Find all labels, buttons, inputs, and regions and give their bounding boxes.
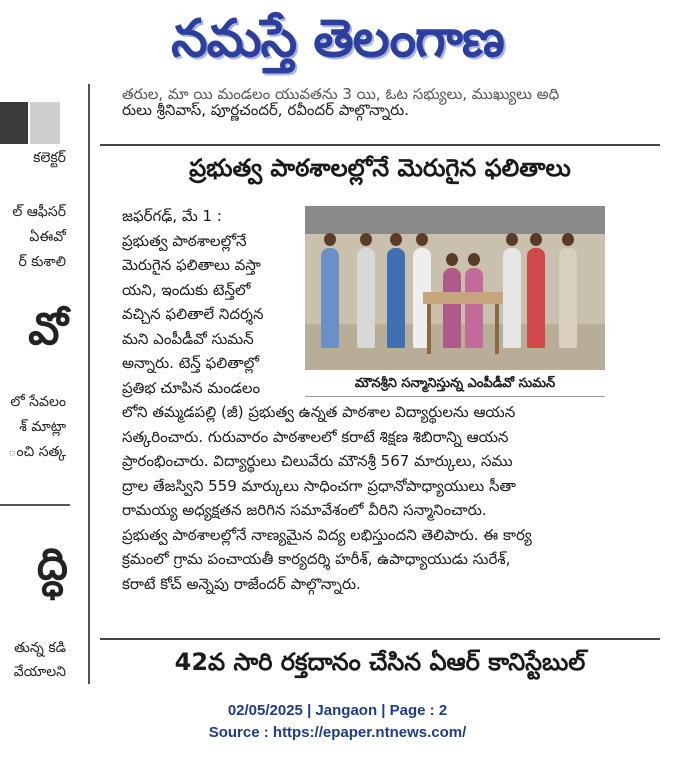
article-line: ప్రభుత్వ పాఠశాలల్లోనే (122, 231, 247, 250)
masthead (0, 0, 675, 80)
left-column-fragment (0, 84, 70, 684)
article-lead (122, 204, 292, 400)
fragment-text: కలెక్టర్ (33, 150, 66, 166)
article-line: అన్నారు. టెన్త్ ఫలితాల్లో (122, 354, 260, 372)
article-line: యని, ఇందుకు టెన్త్‌లో (122, 280, 251, 299)
article-line: వచ్చిన ఫలితాలే నిదర్శన (122, 305, 264, 323)
article-photo (305, 206, 605, 370)
table-shape (423, 292, 503, 304)
article-line: కరాటే కోచ్ అన్నెపు రాజేందర్ పాల్గొన్నారు. (122, 574, 361, 593)
story-separator (100, 144, 660, 146)
fragment-text: వేయాలని (13, 664, 66, 680)
next-story-headline: 42వ సారి రక్తదానం చేసిన ఏఆర్ కానిస్టేబుల్ (174, 648, 586, 676)
person-figure (357, 248, 375, 348)
photo-fragment (0, 102, 28, 144)
footer-source-link[interactable]: Source : https://epaper.ntnews.com/ (208, 724, 467, 741)
article-line: మని ఎంపీడీవో సుమన్ (122, 329, 254, 348)
person-figure (465, 268, 483, 348)
column-divider (0, 504, 70, 506)
article-line: ప్రతిభ చూపిన మండలం (122, 378, 261, 397)
fragment-text: శ్ మాట్లా (19, 419, 66, 435)
newspaper-clipping (0, 84, 662, 684)
fragment-headline: వో (28, 304, 68, 355)
article-line: క్రమంలో గ్రామ పంచాయతీ కార్యదర్శి హరీశ్, ఉపాధ్యాయుడు సురేశ్, (122, 550, 511, 568)
article-column (100, 84, 660, 684)
article-line: రామయ్య అధ్యక్షతన జరిగిన సమావేశంలో వీరిని సన్మానించారు. (122, 501, 487, 519)
article-line: మెరుగైన ఫలితాలు వస్తా (122, 256, 261, 274)
article-line: సత్కరించారు. గురువారం పాఠశాలలో కరాటే శిక్షణ శిబిరాన్ని ఆయన (122, 427, 509, 446)
fragment-text: ఏఈవో (29, 229, 66, 245)
fragment-text: ంచి సత్క (8, 444, 66, 460)
previous-story-last-line: రులు శ్రీనివాస్, పూర్ణచందర్, రవీందర్ పాల్గొన్నారు. (122, 101, 409, 119)
newspaper-logo: నమస్తే తెలంగాణ (171, 9, 504, 69)
fragment-text: తున్న కడి (14, 640, 66, 656)
article-line: ద్రాల తేజస్విని 559 మార్కులు సాధించగా ప్రధానోపాధ్యాయులు సీతా (122, 476, 516, 495)
story-separator (100, 638, 660, 640)
fragment-text: ల్ ఆఫీసర్ (12, 204, 66, 220)
source-footer (0, 700, 675, 744)
article-line: ప్రారంభించారు. విద్యార్థులు చిలువేరు మౌనశ్రీ 567 మార్కులు, సము (122, 452, 513, 470)
article-line: లోని తమ్మడపల్లి (జీ) ప్రభుత్వ ఉన్నత పాఠశాల విద్యార్థులను ఆయన (122, 403, 516, 421)
person-figure (527, 248, 545, 348)
previous-story-cut-line: తరుల, మా యి మండలం యువతను 3 యి, ఓట సభ్యులు, ముఖ్యులు అధి (122, 85, 560, 103)
fragment-text: ర్ కుశాలి (18, 254, 66, 270)
column-rule (88, 84, 90, 684)
person-figure (387, 248, 405, 348)
person-figure (503, 248, 521, 348)
dateline: జఫర్‌గఢ్, మే 1 : (122, 207, 222, 225)
photo-caption: మౌనశ్రీని సన్మానిస్తున్న ఎంపీడీవో సుమన్ (305, 372, 605, 397)
person-figure (321, 248, 339, 348)
photo-fragment-light (30, 102, 60, 144)
article-body (122, 400, 662, 596)
fragment-headline: ద్ధి (36, 539, 68, 590)
article-line: ప్రభుత్వ పాఠశాలల్లోనే నాణ్యమైన విద్య లభిస్తుందని తెలిపారు. ఈ కార్య (122, 525, 532, 544)
footer-date-edition: 02/05/2025 | Jangaon | Page : 2 (227, 702, 448, 719)
previous-story-text (122, 85, 662, 123)
article-headline: ప్రభుత్వ పాఠశాలల్లోనే మెరుగైన ఫలితాలు (189, 154, 571, 182)
person-figure (559, 248, 577, 348)
person-figure (443, 268, 461, 348)
fragment-text: లో సేవలం (10, 394, 66, 410)
